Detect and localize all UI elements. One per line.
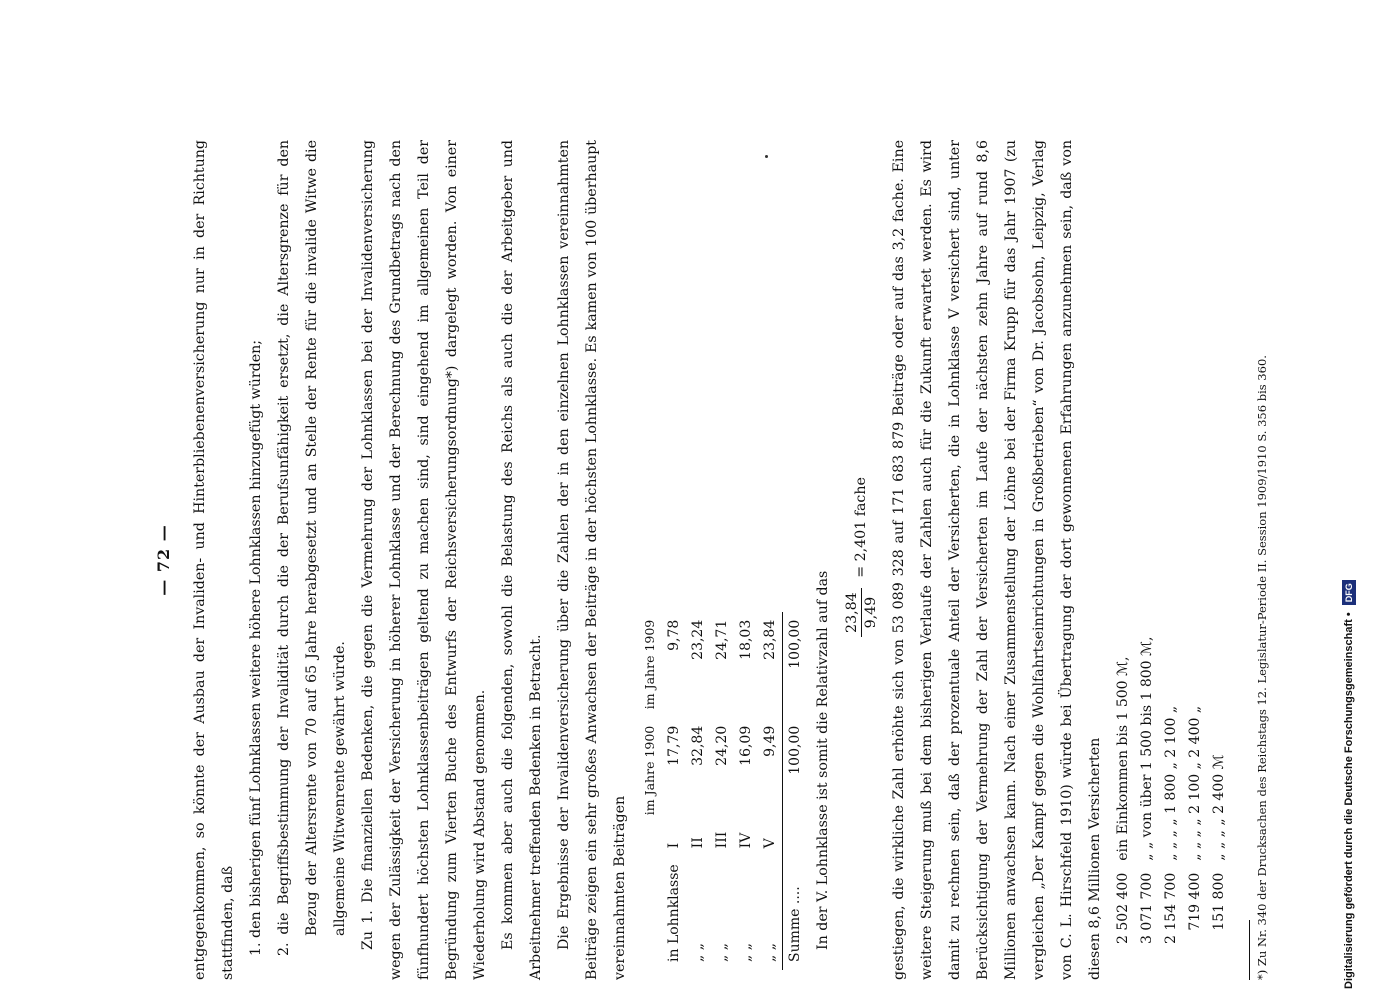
row-label: „ „ xyxy=(738,943,754,962)
income-text: ein Einkommen bis 1 500 ℳ, xyxy=(1115,656,1131,861)
income-table xyxy=(1111,631,1231,950)
income-count: 151 800 xyxy=(1211,872,1227,931)
row-1900: 17,79 xyxy=(666,725,682,766)
list-item-2: 2. die Begriffsbestimmung der Invalidität durch die der Berufsunfähigkeit ersetzt, die Altersgrenze für den Bezug der Altersrente von 70 auf 65 Jahre herabgesetzt und an Stelle der Rente für die invalide Witwe die allgemeine Witwenrente gewährt würde. xyxy=(276,140,348,956)
table-header xyxy=(638,612,662,970)
income-count: 2 502 400 xyxy=(1115,872,1131,944)
row-label: in Lohnklasse xyxy=(666,864,682,962)
row-label: „ „ xyxy=(762,943,778,962)
income-row xyxy=(1159,631,1183,950)
footnote: *) Zu Nr. 340 der Drucksachen des Reichstags 12. Legislatur-Periode II. Session 1909/1910 S. 356 bis 360. xyxy=(1255,355,1269,980)
list-item-1: 1. den bisherigen fünf Lohnklassen weitere höhere Lohnklassen hinzugefügt würden; xyxy=(248,339,264,956)
rotated-text-block xyxy=(150,140,1269,980)
table-sum-row xyxy=(783,612,808,970)
scan-speck xyxy=(765,155,768,158)
paragraph-gestiegen: gestiegen, die wirkliche Zahl erhöhte sich von 53 089 328 auf 171 683 879 Beiträge oder auf das 3,2 fache. Eine weitere Steigerung muß bei dem bisherigen Verlaufe der Zahlen auch für die Zukunft erwartet werden. Es wird damit zu rechnen sein, daß der prozentuale Anteil der Versicherten, die in Lohnklasse V versichert sind, unter Berücksichtigung der Vermehrung der Zahl der Versicherten im Laufe der nächsten zehn Jahre auf rund 8,6 Millionen anwachsen kann. Nach einer Zusammenstellung der Löhne bei der Firma Krupp für das Jahr 1907 (zu vergleichen „Der Kampf gegen die Wohlfahrtseinrichtungen in Großbetrieben“ von Dr. Jacobsohn, Leipzig, Verlag von C. L. Hirschfeld 1910) würde bei Übertragung der dort gewonnenen Erfahrungen anzunehmen sein, daß von diesen 8,6 Millionen Versicherten xyxy=(891,140,1103,980)
page-number: — 72 — xyxy=(154,524,173,596)
row-class: II xyxy=(690,837,706,849)
intro-paragraph: entgegenkommen, so könnte der Ausbau der Invaliden- und Hinterbliebenenversicherung nur in der Richtung stattfinden, daß xyxy=(192,140,236,980)
dfg-logo: DFG xyxy=(1342,580,1356,605)
row-label: „ „ xyxy=(690,943,706,962)
row-1900: 16,09 xyxy=(738,725,754,766)
row-1900: 9,49 xyxy=(762,725,778,757)
sum-1900: 100,00 xyxy=(783,718,808,824)
fraction xyxy=(843,588,880,637)
table-row xyxy=(710,612,734,970)
row-1909: 23,24 xyxy=(690,619,706,660)
ratio-sentence: In der V. Lohnklasse ist somit die Relativzahl auf das xyxy=(815,570,831,950)
table-row xyxy=(662,612,686,970)
income-row xyxy=(1111,631,1135,950)
paragraph-bedenken: Es kommen aber auch die folgenden, sowohl die Belastung des Reichs als auch die der Arbeitgeber und Arbeitnehmer treffenden Bedenken in Betracht. xyxy=(500,140,544,980)
table-row xyxy=(758,612,783,970)
row-class: V xyxy=(762,838,778,849)
row-1909: 9,78 xyxy=(666,619,682,651)
fraction-result: = 2,401 fache xyxy=(853,477,869,578)
table-row xyxy=(734,612,758,970)
sum-label: Summe .... xyxy=(783,824,808,970)
income-count: 719 400 xyxy=(1187,872,1203,931)
sum-1909: 100,00 xyxy=(783,612,808,718)
income-row xyxy=(1183,631,1207,950)
stamp-text: Digitalisierung gefördert durch die Deutsche Forschungsgemeinschaft • xyxy=(1343,612,1355,989)
income-row xyxy=(1135,631,1159,950)
table-row xyxy=(686,612,710,970)
income-text: „ „ „ „ 2 100 „ 2 400 „ xyxy=(1187,705,1203,861)
row-class: IV xyxy=(738,832,754,849)
row-1900: 32,84 xyxy=(690,725,706,766)
ratio-equation xyxy=(839,140,883,980)
fraction-numerator: 23,84 xyxy=(843,588,862,637)
income-count: 2 154 700 xyxy=(1163,872,1179,944)
row-1909: 24,71 xyxy=(714,619,730,660)
row-label: „ „ xyxy=(714,943,730,962)
header-1909: im Jahre 1909 xyxy=(642,619,657,710)
fraction-denominator: 9,49 xyxy=(862,596,879,629)
contribution-table xyxy=(638,612,807,970)
page-body xyxy=(150,140,1269,980)
row-1909: 23,84 xyxy=(762,619,778,660)
income-count: 3 071 700 xyxy=(1139,872,1155,944)
paragraph-zu-1: Zu 1. Die finanziellen Bedenken, die gegen die Vermehrung der Lohnklassen bei der Invalidenversicherung wegen der Zulässigkeit der Versicherung in höherer Lohnklasse und der Berechnung des Grundbetrags nach den fünfhundert höchsten Lohnklassenbeiträgen geltend zu machen sind, sind eingehend im allgemeinen Teil der Begründung zum Vierten Buche des Entwurfs der Reichsversicherungsordnung*) dargelegt worden. Von einer Wiederholung wird Abstand genommen. xyxy=(360,140,488,980)
income-text: „ „ „ „ 2 400 ℳ xyxy=(1211,754,1227,861)
income-row xyxy=(1207,631,1231,950)
row-class: III xyxy=(714,831,730,849)
row-class: I xyxy=(666,842,682,849)
header-1900: im Jahre 1900 xyxy=(642,725,657,816)
income-text: „ „ „ „ 1 800 „ 2 100 „ xyxy=(1163,705,1179,861)
income-text: „ „ von über 1 500 bis 1 800 ℳ, xyxy=(1139,636,1155,861)
digitization-stamp xyxy=(1342,8,1382,993)
row-1909: 18,03 xyxy=(738,619,754,660)
paragraph-ergebnisse: Die Ergebnisse der Invalidenversicherung über die Zahlen der in den einzelnen Lohnklassen vereinnahmten Beiträge zeigen ein sehr großes Anwachsen der Beiträge in der höchsten Lohnklasse. Es kamen von 100 überhaupt vereinnahmten Beiträgen xyxy=(556,140,628,980)
row-1900: 24,20 xyxy=(714,725,730,766)
footnote-rule xyxy=(1249,920,1250,980)
